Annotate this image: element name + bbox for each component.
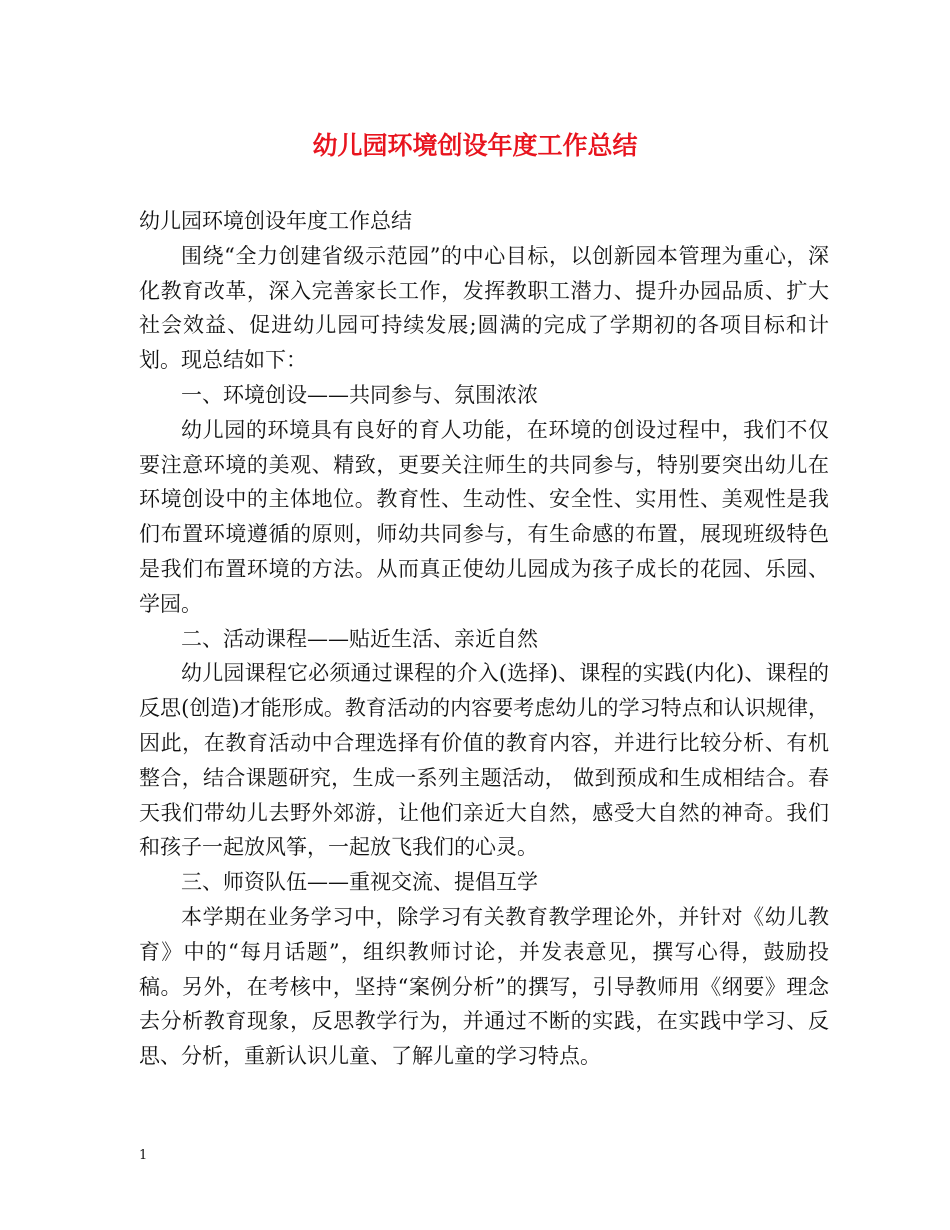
section-heading-curriculum: 二、活动课程——贴近生活、亲近自然: [181, 626, 538, 651]
page-title: 幼儿园环境创设年度工作总结: [312, 131, 638, 160]
document-subtitle: 幼儿园环境创设年度工作总结: [139, 209, 412, 233]
paragraph-curriculum: 幼儿园课程它必须通过课程的介入(选择)、课程的实践(内化)、课程的反思(创造)才能形成。教育活动的内容要考虑幼儿的学习特点和认识规律，因此，在教育活动中合理选择有价值的教育内容，并进行比较分析、有机整合，结合课题研究，生成一系列主题活动， 做到预成和生成相结合。春天我们带幼儿去野外郊游，让他们亲近大自然，感受大自然的神奇。我们和孩子一起放风筝，一起放飞我们的心灵。: [139, 661, 829, 860]
section-heading-teachers: 三、师资队伍——重视交流、提倡互学: [181, 870, 538, 895]
document-body: [139, 204, 829, 1074]
section-heading-environment: 一、环境创设——共同参与、氛围浓浓: [181, 382, 538, 407]
paragraph-environment: 幼儿园的环境具有良好的育人功能，在环境的创设过程中，我们不仅要注意环境的美观、精致，更要关注师生的共同参与，特别要突出幼儿在环境创设中的主体地位。教育性、生动性、安全性、实用性、美观性是我们布置环境遵循的原则，师幼共同参与，有生命感的布置，展现班级特色是我们布置环境的方法。从而真正使幼儿园成为孩子成长的花园、乐园、学园。: [139, 417, 829, 616]
page-number: 1: [139, 1148, 148, 1163]
paragraph-intro: 围绕“全力创建省级示范园”的中心目标，以创新园本管理为重心，深化教育改革，深入完善家长工作，发挥教职工潜力、提升办园品质、扩大社会效益、促进幼儿园可持续发展;圆满的完成了学期初的各项目标和计划。现总结如下：: [139, 243, 829, 373]
paragraph-teachers: 本学期在业务学习中，除学习有关教育教学理论外，并针对《幼儿教育》中的“每月话题”，组织教师讨论，并发表意见，撰写心得，鼓励投稿。另外，在考核中，坚持“案例分析”的撰写，引导教师用《纲要》理念去分析教育现象，反思教学行为，并通过不断的实践，在实践中学习、反思、分析，重新认识儿童、了解儿童的学习特点。: [139, 904, 829, 1069]
